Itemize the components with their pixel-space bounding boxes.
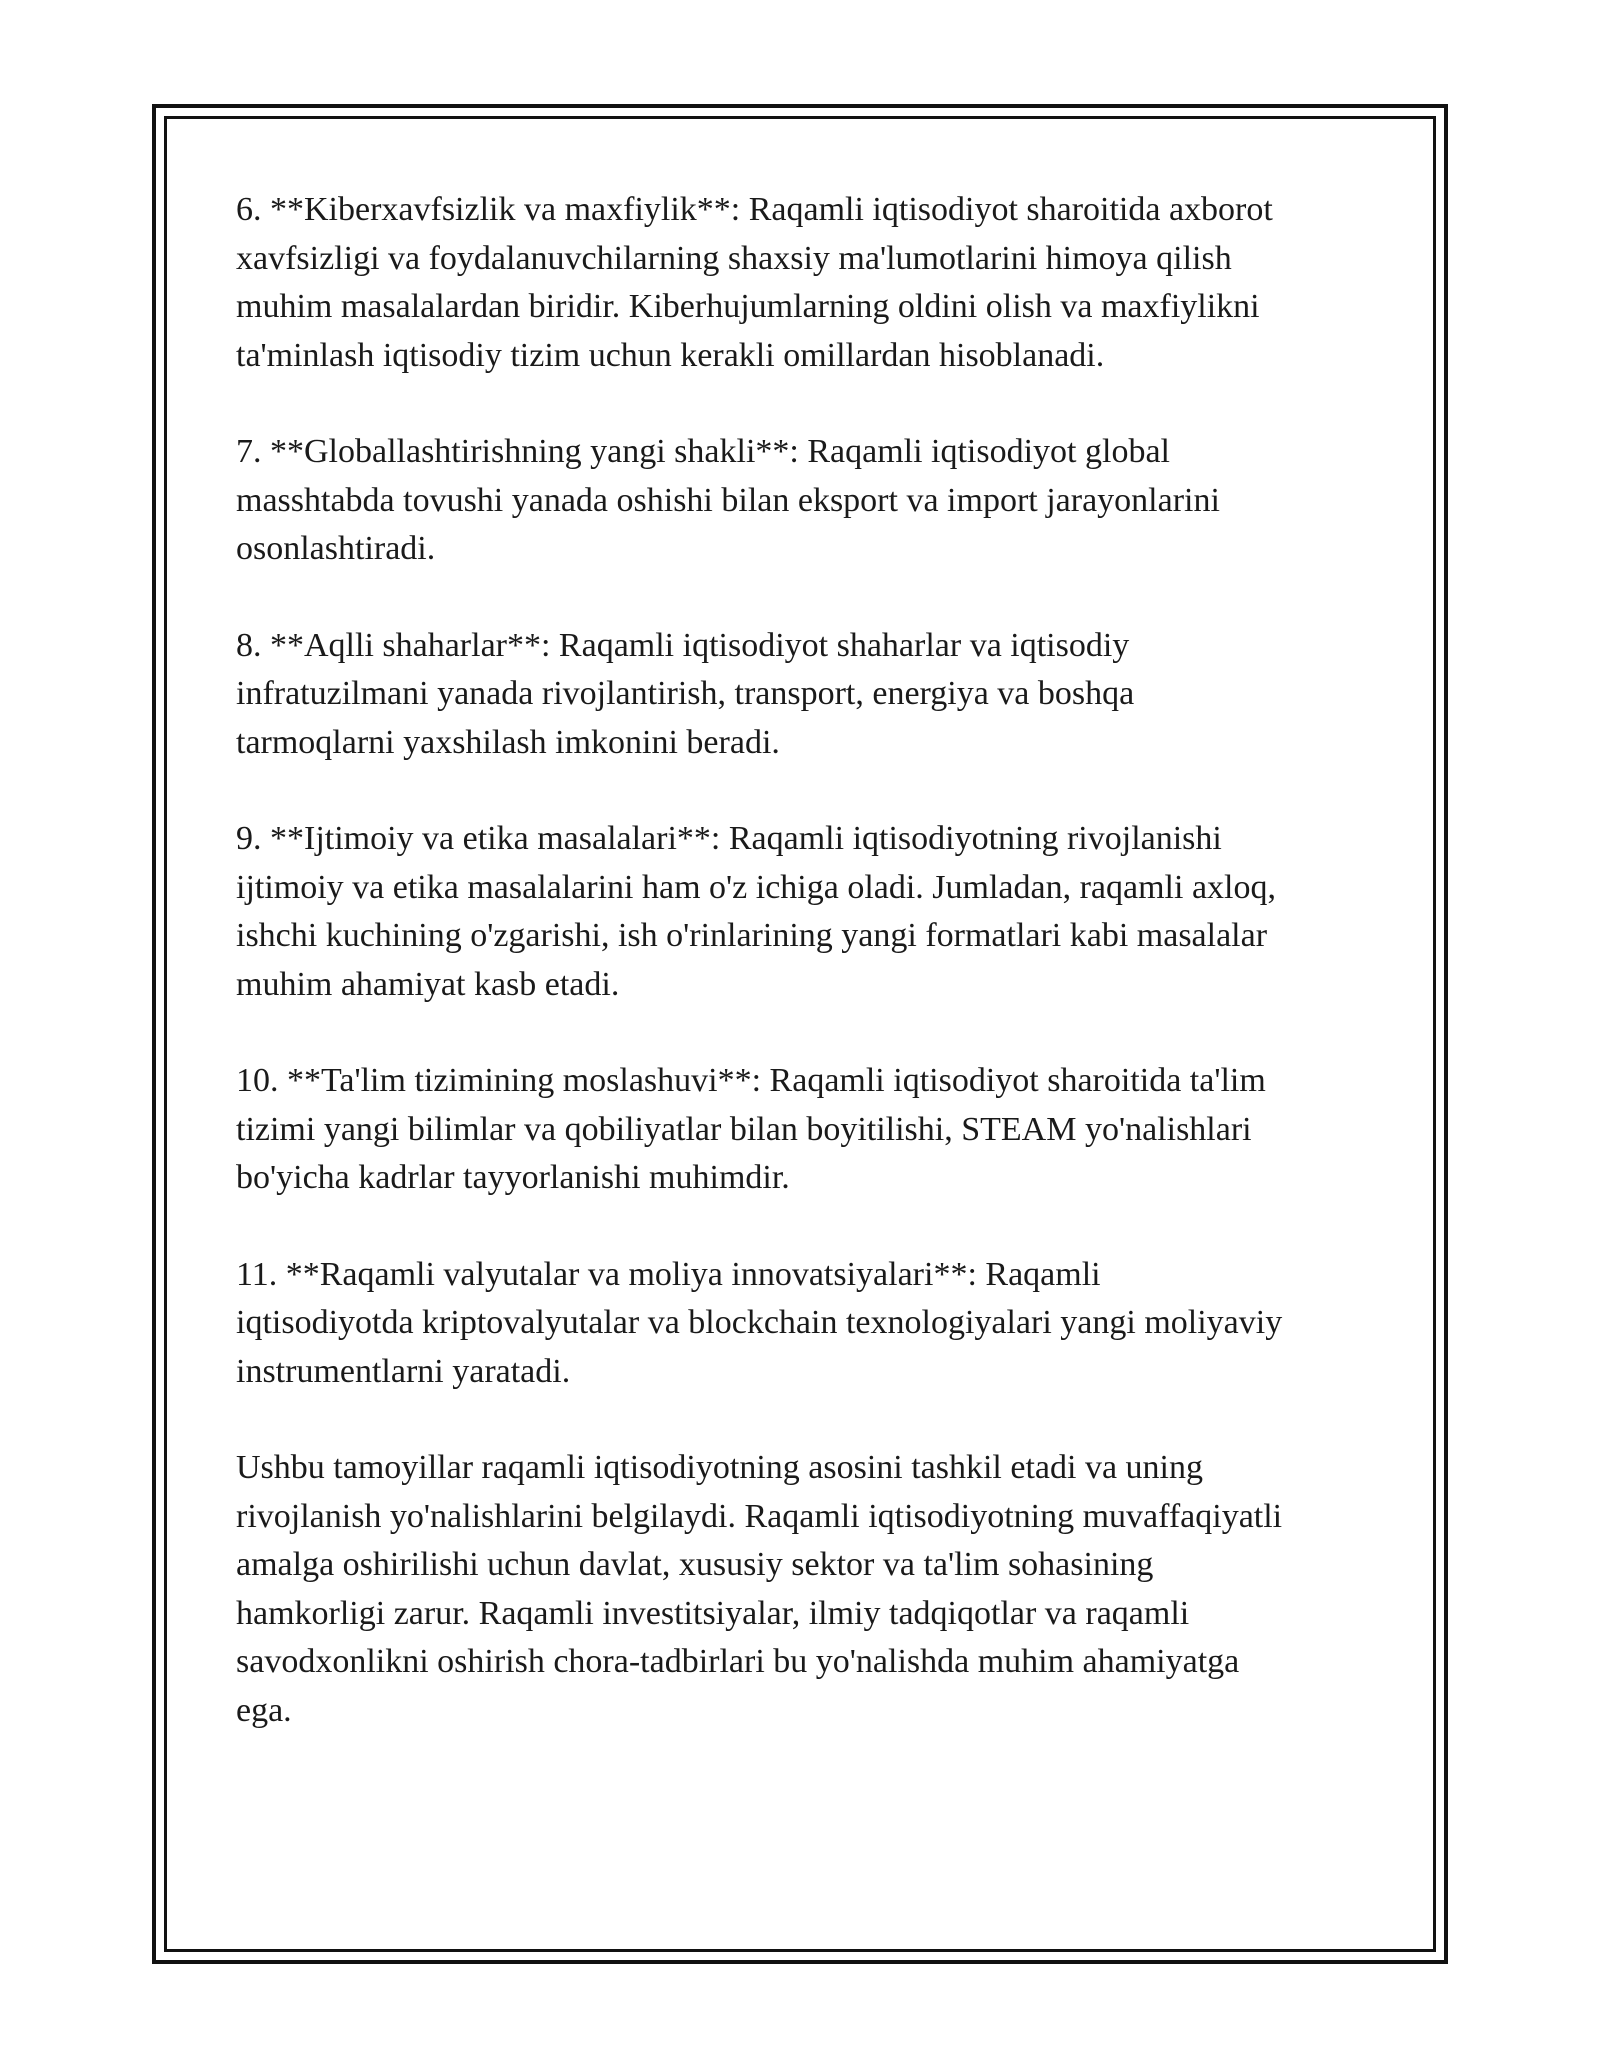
paragraph-item-6: 6. **Kiberxavfsizlik va maxfiylik**: Raqamli iqtisodiyot sharoitida axborot xavfsizligi va foydalanuvchilarning shaxsiy ma'lumotlarini himoya qilish muhim masalalardan biridir. Kiberhujumlarning oldini olish va maxfiylikni ta'minlash iqtisodiy tizim uchun kerakli omillardan hisoblanadi. — [236, 191, 1273, 374]
paragraph-item-10: 10. **Ta'lim tizimining moslashuvi**: Raqamli iqtisodiyot sharoitida ta'lim tizimi yangi bilimlar va qobiliyatlar bilan boyitilishi, STEAM yo'nalishlari bo'yicha kadrlar tayyorlanishi muhimdir. — [236, 1062, 1266, 1196]
paragraph-item-7: 7. **Globallashtirishning yangi shakli**: Raqamli iqtisodiyot global masshtabda tovushi yanada oshishi bilan eksport va import jarayonlarini osonlashtiradi. — [236, 433, 1220, 567]
paragraph-item-9: 9. **Ijtimoiy va etika masalalari**: Raqamli iqtisodiyotning rivojlanishi ijtimoiy va etika masalalarini ham o'z ichiga oladi. Jumladan, raqamli axloq, ishchi kuchining o'zgarishi, ish o'rinlarining yangi formatlari kabi masalalar muhim ahamiyat kasb etadi. — [236, 820, 1276, 1003]
paragraph-conclusion: Ushbu tamoyillar raqamli iqtisodiyotning asosini tashkil etadi va uning rivojlanish yo'nalishlarini belgilaydi. Raqamli iqtisodiyotning muvaffaqiyatli amalga oshirilishi uchun davlat, xususiy sektor va ta'lim sohasining hamkorligi zarur. Raqamli investitsiyalar, ilmiy tadqiqotlar va raqamli savodxonlikni oshirish chora-tadbirlari bu yo'nalishda muhim ahamiyatga ega. — [236, 1449, 1283, 1729]
paragraph-item-8: 8. **Aqlli shaharlar**: Raqamli iqtisodiyot shaharlar va iqtisodiy infratuzilmani yanada rivojlantirish, transport, energiya va boshqa tarmoqlarni yaxshilash imkonini beradi. — [236, 626, 1135, 761]
document-body — [236, 186, 1386, 1783]
paragraph-item-11: 11. **Raqamli valyutalar va moliya innovatsiyalari**: Raqamli iqtisodiyotda kriptovalyutalar va blockchain texnologiyalari yangi moliyaviy instrumentlarni yaratadi. — [236, 1255, 1283, 1390]
